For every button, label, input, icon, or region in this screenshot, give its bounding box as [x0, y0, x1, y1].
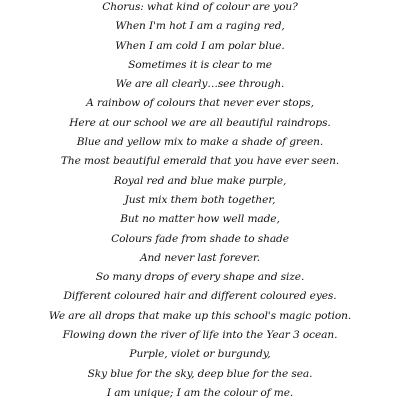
- poem-line: Different coloured hair and different coloured eyes.: [63, 290, 337, 303]
- poem-line: Sky blue for the sky, deep blue for the sea.: [87, 367, 313, 380]
- poem-line: Royal red and blue make purple,: [113, 174, 287, 187]
- poem-line: The most beautiful emerald that you have ever seen.: [60, 155, 340, 168]
- poem-line: We are all clearly…see through.: [115, 78, 285, 91]
- poem-line: Chorus: what kind of colour are you?: [102, 1, 298, 13]
- poem-line: Blue and yellow mix to make a shade of green.: [76, 136, 324, 149]
- poem-line: Just mix them both together,: [124, 193, 276, 206]
- poem-line: Colours fade from shade to shade: [111, 232, 289, 245]
- poem-line: When I'm hot I am a raging red,: [115, 20, 285, 33]
- poem-line: When I am cold I am polar blue.: [115, 39, 285, 52]
- poem-line: Flowing down the river of life into the Year 3 ocean.: [62, 329, 338, 342]
- poem-line: I am unique; I am the colour of me.: [106, 386, 294, 399]
- poem-line: We are all drops that make up this school's magic potion.: [48, 309, 352, 322]
- poem-line: Sometimes it is clear to me: [128, 58, 272, 71]
- poem-line: And never last forever.: [139, 251, 261, 264]
- poem-line: So many drops of every shape and size.: [95, 271, 305, 284]
- poem-line: A rainbow of colours that never ever stops,: [86, 97, 314, 110]
- poem-line: But no matter how well made,: [120, 213, 280, 226]
- poem-line: Purple, violet or burgundy,: [129, 348, 271, 361]
- poem-line: Here at our school we are all beautiful raindrops.: [69, 116, 331, 129]
